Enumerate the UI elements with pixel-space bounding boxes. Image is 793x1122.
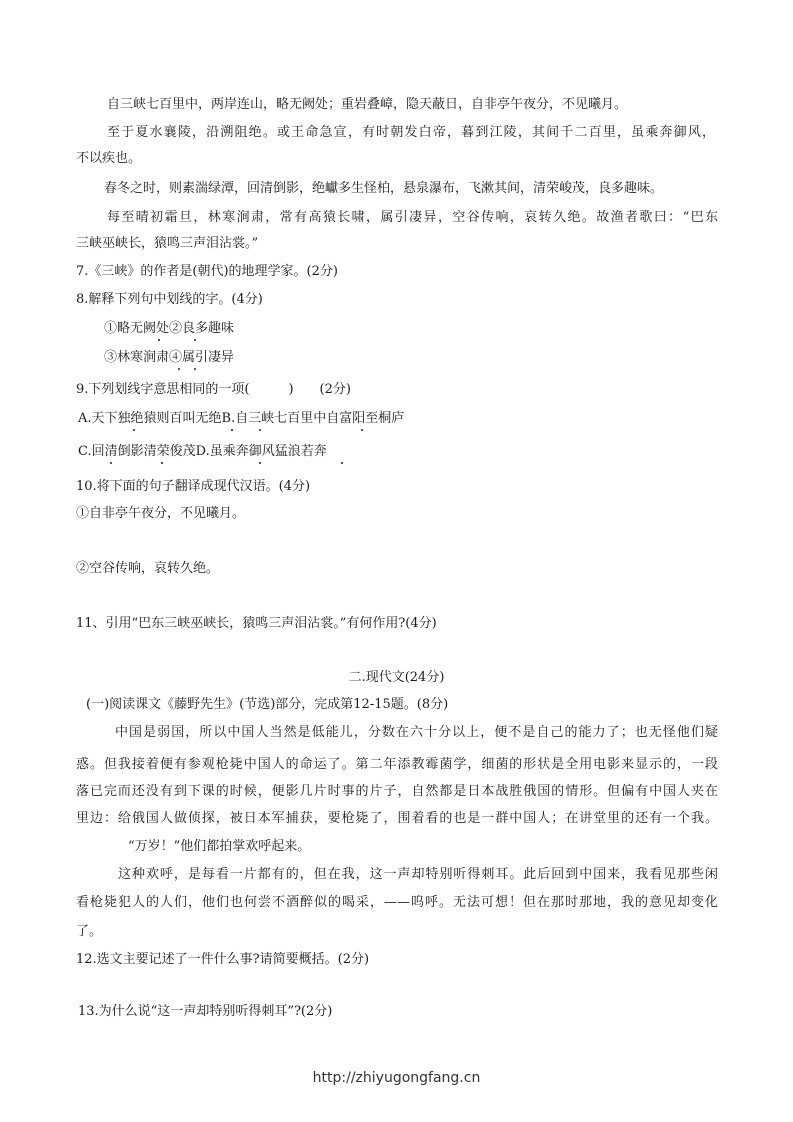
- passage-paragraph-3: 春冬之时，则素湍绿潭，回清倒影，绝巘多生怪柏，悬泉瀑布，飞漱其间，清荣峻茂，良多趣味。: [104, 181, 664, 196]
- underline-dot: [341, 462, 343, 464]
- underline-dot: [259, 462, 261, 464]
- modern-paragraph-1-line-1: 中国是弱国，所以中国人当然是低能儿，分数在六十分以上，便不是自己的能力了；也无怪他们疑: [115, 725, 718, 740]
- underline-dot: [161, 462, 163, 464]
- question-11: 11、引用“巴东三峡巫峡长，猿鸣三声泪沾裳。”有何作用?(4分): [76, 616, 437, 631]
- question-9-options-row-1: A.天下独绝猿则百叫无绝B.自三峡七百里中自富阳至桐庐: [78, 411, 405, 426]
- passage-paragraph-2-line-1: 至于夏水襄陵，沿溯阻绝。或王命急宣，有时朝发白帝，暮到江陵，其间千二百里，虽乘奔御风，: [107, 125, 715, 140]
- question-8-items-row-2: ③林寒涧肃④属引凄异: [104, 350, 235, 365]
- modern-paragraph-3-line-3: 了。: [76, 924, 103, 939]
- underline-dot: [259, 429, 261, 431]
- underline-dot: [110, 462, 112, 464]
- underline-dot: [158, 339, 160, 341]
- passage-paragraph-1: 自三峡七百里中，两岸连山，略无阙处；重岩叠嶂，隐天蔽日，自非亭午夜分，不见曦月。: [107, 97, 628, 112]
- question-10-item-2: ②空谷传响，哀转久绝。: [76, 561, 220, 576]
- question-10-item-1: ①自非亭午夜分，不见曦月。: [76, 506, 246, 521]
- underline-dot: [361, 429, 363, 431]
- underline-dot: [231, 429, 233, 431]
- question-8: 8.解释下列句中划线的字。(4分): [76, 292, 263, 307]
- question-10: 10.将下面的句子翻译成现代汉语。(4分): [76, 479, 311, 494]
- question-9: 9.下列划线字意思相同的一项( ) (2分): [76, 382, 351, 397]
- underline-dot: [178, 368, 180, 370]
- modern-paragraph-2: “万岁！”他们都拍掌欢呼起来。: [128, 839, 311, 854]
- question-7: 7.《三峡》的作者是(朝代)的地理学家。(2分): [76, 264, 338, 279]
- footer-url[interactable]: http://zhiyugongfang.cn: [312, 1070, 481, 1086]
- passage-paragraph-4-line-2: 三峡巫峡长，猿鸣三声泪沾裳。”: [76, 236, 259, 251]
- modern-paragraph-1-line-4: 里边：给俄国人做侦探，被日本军捕获，要枪毙了，围着看的也是一群中国人；在讲堂里的还有一个我。: [76, 811, 718, 826]
- section-subheading: (一)阅读课文《藤野先生》(节选)部分，完成第12-15题。(8分): [86, 697, 449, 712]
- section-heading: 二.现代文(24分): [348, 670, 445, 685]
- modern-paragraph-1-line-2: 惑。但我接着便有参观枪毙中国人的命运了。第二年添教霉菌学，细菌的形状是全用电影来显示的，一段: [76, 757, 718, 772]
- underline-dot: [133, 429, 135, 431]
- modern-paragraph-3-line-1: 这种欢呼，是每看一片都有的，但在我，这一声却特别听得刺耳。此后回到中国来，我看见那些闲: [118, 867, 718, 882]
- modern-paragraph-3-line-2: 看枪毙犯人的人们，他们也何尝不酒醉似的喝采，——呜呼。无法可想！但在那时那地，我的意见却变化: [76, 895, 718, 910]
- question-9-options-row-2: C.回清倒影清荣俊茂D.虽乘奔御风猛浪若奔: [78, 444, 327, 459]
- question-12: 12.选文主要记述了一件什么事?请简要概括。(2分): [76, 952, 370, 967]
- question-8-items-row-1: ①略无阙处②良多趣味: [104, 321, 235, 336]
- passage-paragraph-4-line-1: 每至晴初霜旦，林寒涧肃，常有高猿长啸，属引凄异，空谷传响，哀转久绝。故渔者歌曰：“巴东: [107, 210, 718, 225]
- underline-dot: [194, 368, 196, 370]
- question-13: 13.为什么说“这一声却特别听得刺耳”?(2分): [78, 1004, 333, 1019]
- passage-paragraph-2-line-2: 不以疾也。: [76, 151, 142, 166]
- underline-dot: [194, 339, 196, 341]
- modern-paragraph-1-line-3: 落已完而还没有到下课的时候，便影几片时事的片子，自然都是日本战胜俄国的情形。但偏有中国人夹在: [76, 784, 718, 799]
